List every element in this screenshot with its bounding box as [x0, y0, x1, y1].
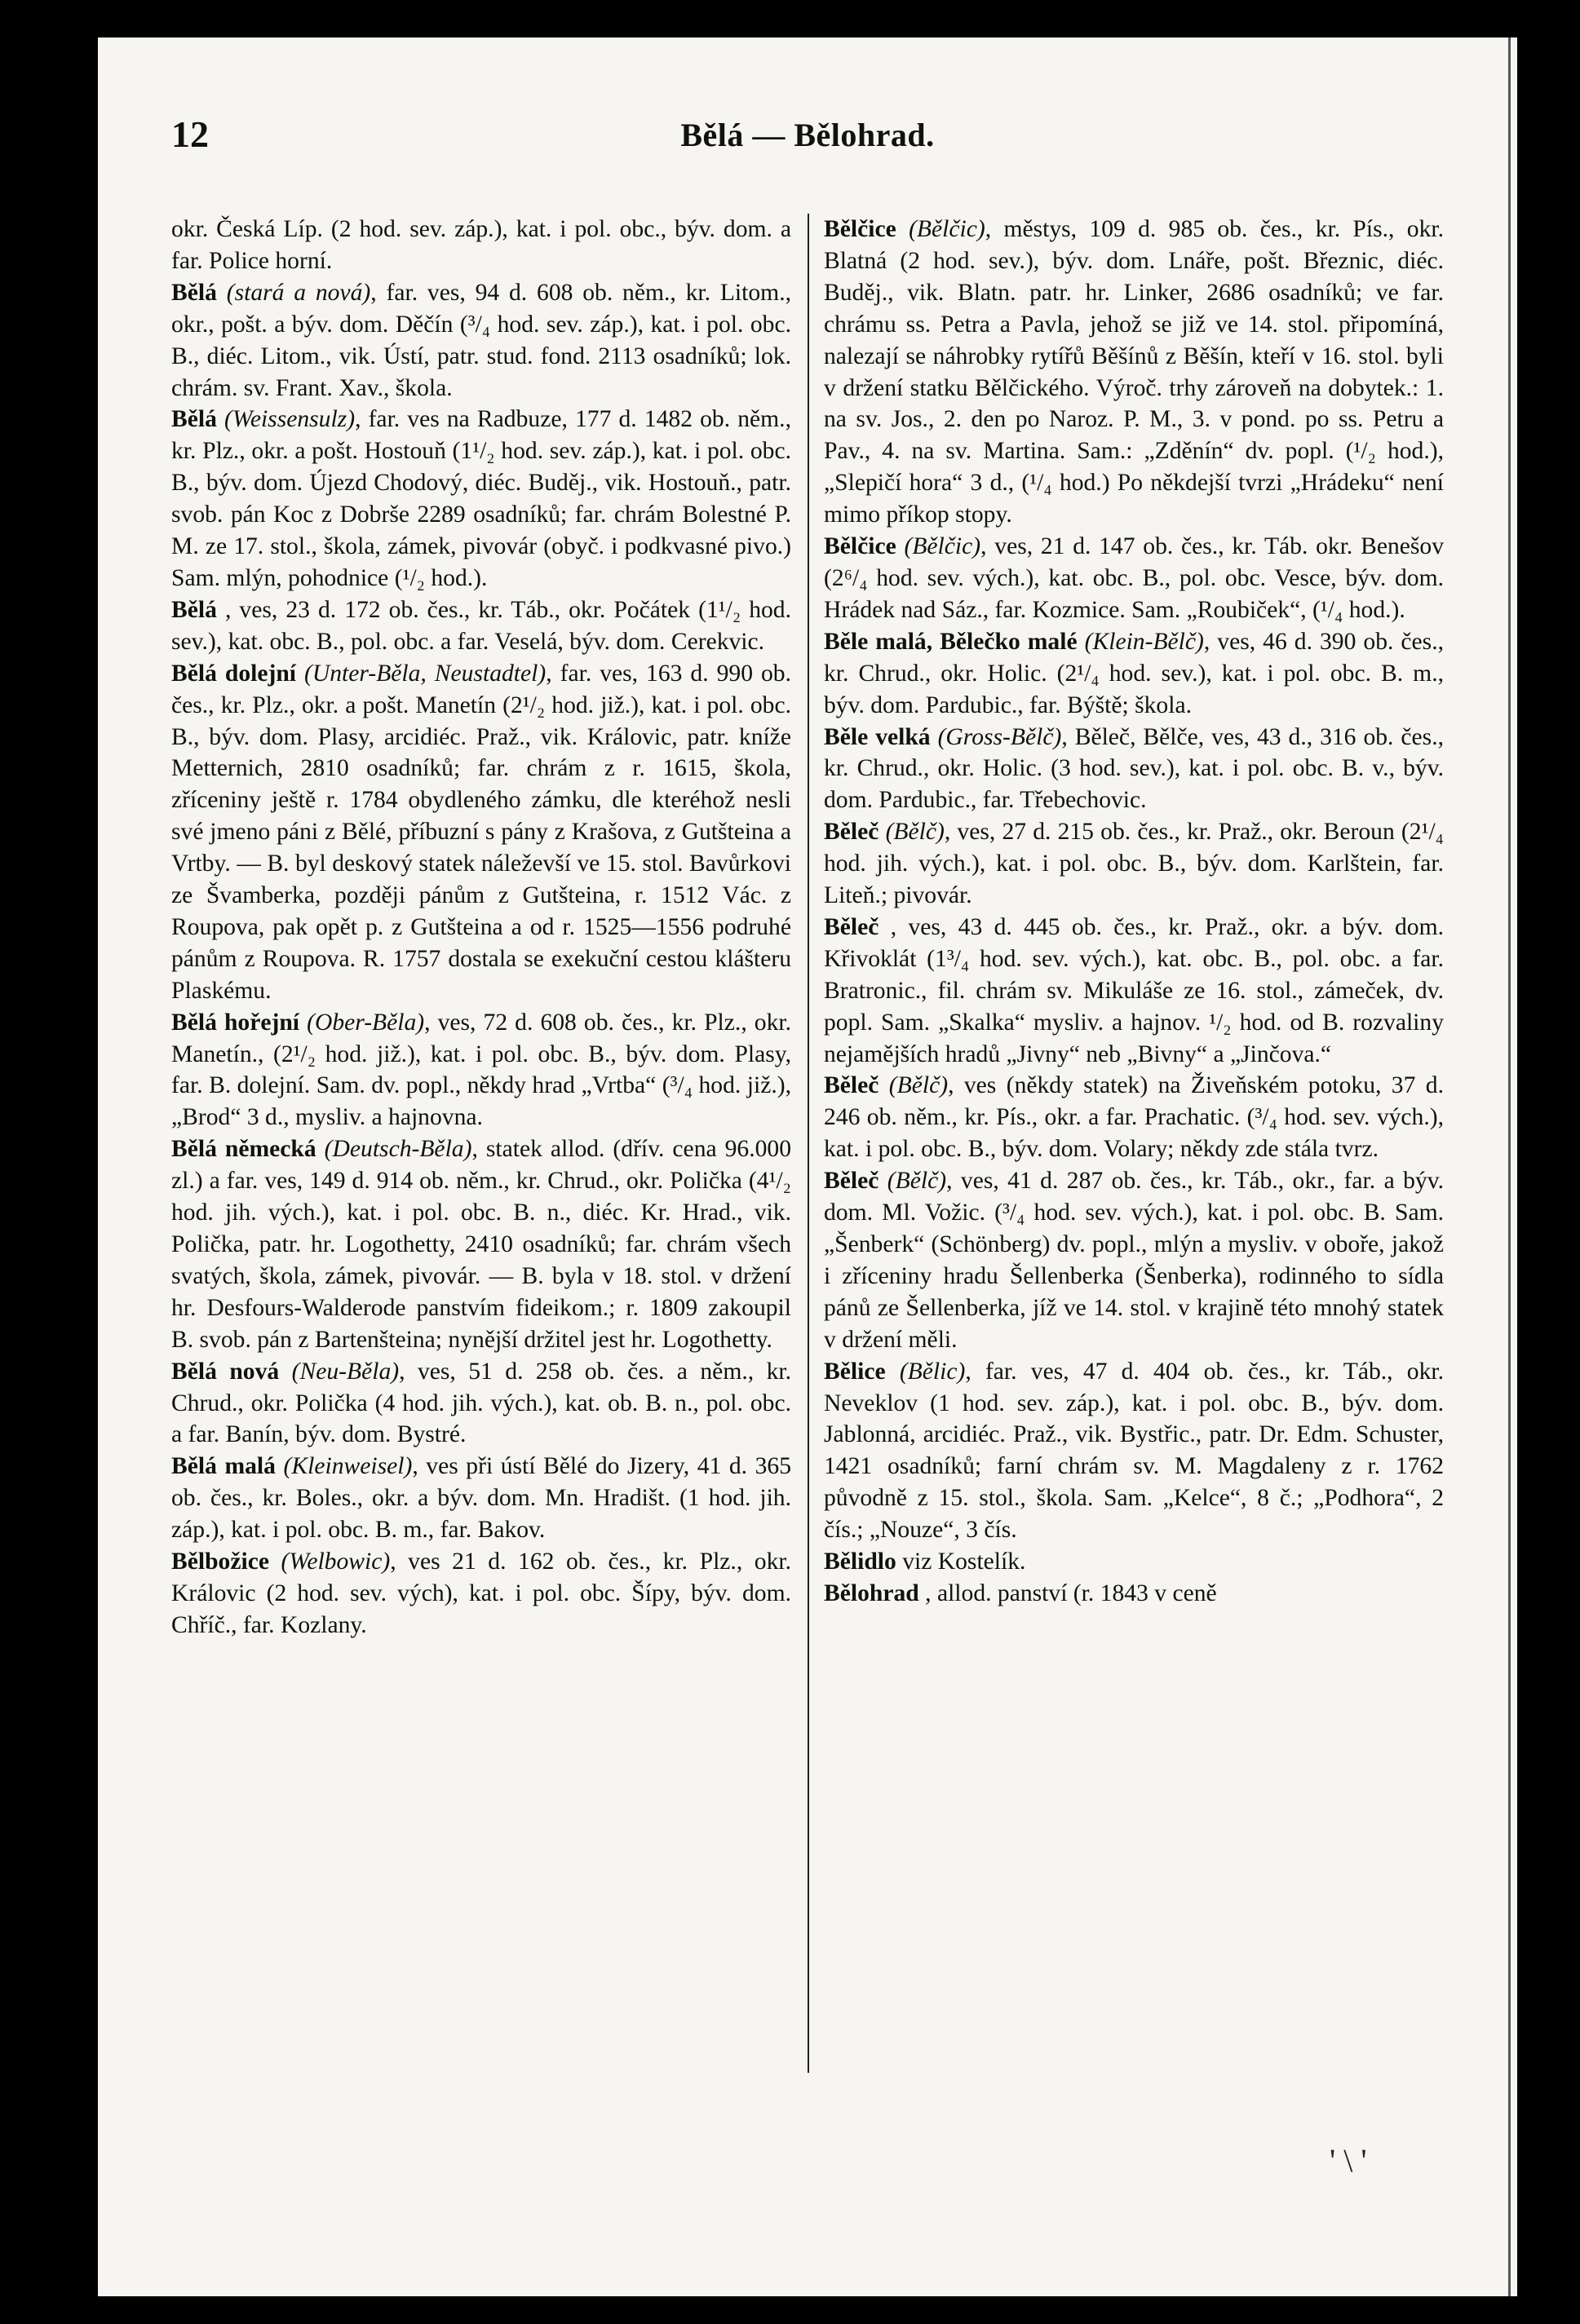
entry-text: , ves, 41 d. 287 ob. čes., kr. Táb., okr., far. a býv. dom. Ml. Vožic. (³/₄ hod. sev. vých.), kat. i pol. obc. B. Sam. „Šenberk“ (Schönberg) dv. popl., mlýn a mysliv. v oboře, jakož i zříceniny hradu Šellenberka (Šenberka), rodinného to sídla pánů ze Šellenberka, jíž ve 14. stol. v krajině této mnohý statek v držení měli. [824, 1168, 1444, 1353]
entry-alt-name: (Welbowic) [281, 1549, 391, 1575]
entry-headword: Bělidlo [824, 1549, 896, 1575]
running-title: Bělá — Bělohrad. [680, 117, 935, 153]
gazetteer-entry [171, 277, 791, 404]
entry-text: , far. ves, 47 d. 404 ob. čes., kr. Táb., okr. Neveklov (1 hod. sev. záp.), kat. i pol. obc. B., býv. dom. Jablonná, arcidiéc. Praž., vik. Bystřic., patr. Dr. Edm. Schuster, 1421 osadníků; farní chrám sv. M. Magdaleny z r. 1762 původně z 15. stol., škola. Sam. „Kelce“, 8 č.; „Podhora“, 2 čís.; „Nouze“, 3 čís. [824, 1358, 1444, 1544]
entry-headword: Bělohrad [824, 1580, 919, 1606]
gazetteer-entry [824, 912, 1444, 1071]
entry-headword: Běleč [824, 1072, 879, 1099]
gazetteer-entry [171, 1133, 791, 1355]
entry-text: , ves, 27 d. 215 ob. čes., kr. Praž., okr. Beroun (2¹/₄ hod. jih. vých.), kat. i pol. obc. B., býv. dom. Karlštein, far. Liteň.; pivovár. [824, 819, 1444, 909]
entry-alt-name: (Bělč) [888, 1072, 949, 1099]
entry-headword: Běle velká [824, 723, 931, 750]
scanned-page [98, 38, 1517, 2296]
gazetteer-entry [171, 594, 791, 658]
entry-alt-name: (Klein-Bělč) [1084, 628, 1204, 655]
gazetteer-entry [171, 658, 791, 1007]
gazetteer-entry [824, 1070, 1444, 1165]
gazetteer-entry [824, 626, 1444, 722]
entry-text: , far. ves, 94 d. 608 ob. něm., kr. Litom., okr., pošt. a býv. dom. Děčín (³/₄ hod. sev. záp.), kat. i pol. obc. B., diéc. Litom., vik. Ústí, patr. stud. fond. 2113 osadníků; lok. chrám. sv. Frant. Xav., škola. [171, 279, 791, 401]
entry-alt-name: (Deutsch-Běla) [324, 1136, 472, 1163]
gazetteer-entry [171, 1451, 791, 1546]
entry-headword: Bělá malá [171, 1453, 276, 1480]
gazetteer-entry [824, 1578, 1444, 1610]
margin-marks: ' \ ' [1330, 2142, 1367, 2179]
left-column [171, 214, 791, 2130]
entry-headword: Běle malá, Bělečko malé [824, 628, 1078, 655]
entry-text: , ves, 72 d. 608 ob. čes., kr. Plz., okr. Manetín., (2¹/₂ hod. již.), kat. i pol. obc. B., býv. dom. Plasy, far. B. dolejní. Sam. dv. popl., někdy hrad „Vrtba“ (³/₄ hod. již.), „Brod“ 3 d., mysliv. a hajnovna. [171, 1009, 791, 1131]
entry-alt-name: (Weissensulz) [224, 406, 356, 433]
gazetteer-entry [171, 214, 791, 277]
page-edge-line [1508, 38, 1511, 2296]
column-divider [808, 214, 809, 2073]
gazetteer-entry [824, 214, 1444, 531]
entry-headword: Bělice [824, 1358, 886, 1385]
entry-headword: Běleč [824, 913, 879, 940]
entry-headword: Běleč [824, 819, 879, 846]
entry-text: , far. ves, 163 d. 990 ob. čes., kr. Plz., okr. a pošt. Manetín (2¹/₂ hod. již.), kat. i pol. obc. B., býv. dom. Plasy, arcidiéc. Praž., vik. Královic, patr. kníže Metternich, 2810 osadníků; far. chrám z r. 1615, škola, zříceniny ještě r. 1784 obydleného zámku, dle kteréhož nesli své jmeno páni z Bělé, příbuzní s pány z Krašova, z Gutšteina a Vrtby. — B. byl deskový statek náleževší ve 15. stol. Bavůrkovi ze Švamberka, později pánům z Gutšteina, r. 1512 Vác. z Roupova, pak opět p. z Gutšteina a od r. 1525—1556 podruhé pánům z Roupova. R. 1757 dostala se exekuční cestou klášteru Plaskému. [171, 660, 791, 1004]
gazetteer-entry [824, 722, 1444, 817]
entry-alt-name: (Bělč) [887, 1168, 947, 1195]
entry-alt-name: (Bělic) [899, 1358, 966, 1385]
gazetteer-entry [824, 1165, 1444, 1355]
entry-text: okr. Česká Líp. (2 hod. sev. záp.), kat. i pol. obc., býv. dom. a far. Police horní. [171, 216, 791, 274]
entry-text: viz Kostelík. [902, 1549, 1026, 1575]
entry-alt-name: (stará a nová) [226, 279, 371, 306]
entry-alt-name: (Kleinweisel) [283, 1453, 413, 1480]
entry-headword: Bělbožice [171, 1549, 269, 1575]
entry-alt-name: (Bělč) [885, 819, 945, 846]
entry-alt-name: (Bělčic) [909, 216, 985, 242]
page-number: 12 [171, 113, 209, 155]
gazetteer-entry [171, 1356, 791, 1451]
entry-alt-name: (Ober-Běla) [307, 1009, 425, 1036]
gazetteer-entry [824, 1546, 1444, 1578]
entry-text: , ves, 23 d. 172 ob. čes., kr. Táb., okr. Počátek (1¹/₂ hod. sev.), kat. obc. B., pol. obc. a far. Veselá, býv. dom. Cerekvic. [171, 596, 791, 655]
gazetteer-entry [171, 1007, 791, 1134]
entry-headword: Bělá německá [171, 1136, 316, 1163]
entry-alt-name: (Gross-Bělč) [937, 723, 1062, 750]
entry-headword: Bělá [171, 596, 217, 623]
gazetteer-entry [171, 1546, 791, 1641]
entry-text: , ves, 51 d. 258 ob. čes. a něm., kr. Chrud., okr. Polička (4 hod. jih. vých.), kat. ob. B. n., pol. obc. a far. Banín, býv. dom. Bystré. [171, 1358, 791, 1448]
entry-text: , ves 21 d. 162 ob. čes., kr. Plz., okr. Královic (2 hod. sev. vých), kat. i pol. obc. Šípy, býv. dom. Chříč., far. Kozlany. [171, 1549, 791, 1638]
entry-text: , ves, 43 d. 445 ob. čes., kr. Praž., okr. a býv. dom. Křivoklát (1³/₄ hod. sev. vých.), kat. obc. B., pol. obc. a far. Bratronic., fil. chrám sv. Mikuláše ze 16. stol., zámeček, dv. popl. Sam. „Skalka“ mysliv. a hajnov. ¹/₂ hod. od B. rozvaliny nejamějších hradů „Jivny“ neb „Bivny“ a „Jinčova.“ [824, 913, 1444, 1067]
page-header [171, 113, 1444, 170]
entry-text: , far. ves na Radbuze, 177 d. 1482 ob. něm., kr. Plz., okr. a pošt. Hostouň (1¹/₂ hod. sev. záp.), kat. i pol. obc. B., býv. dom. Újezd Chodový, diéc. Buděj., vik. Hostouň., patr. svob. pán Koc z Dobrše 2289 osadníků; far. chrám Bolestné P. M. ze 17. stol., škola, zámek, pivovár (obyč. i podkvasné pivo.) Sam. mlýn, pohodnice (¹/₂ hod.). [171, 406, 791, 591]
entry-headword: Bělčice [824, 216, 896, 242]
entry-text: , statek allod. (dřív. cena 96.000 zl.) a far. ves, 149 d. 914 ob. něm., kr. Chrud., okr. Polička (4¹/₂ hod. jih. vých.), kat. i pol. obc. B. n., diéc. Kr. Hrad., vik. Polička, patr. hr. Logothetty, 2410 osadníků; far. chrám všech svatých, škola, zámek, pivovár. — B. byla v 18. stol. v držení hr. Desfours-Walderode panstvím fideikom.; r. 1809 zakoupil B. svob. pán z Bartenšteina; nynější držitel jest hr. Logothetty. [171, 1136, 791, 1353]
entry-headword: Bělá dolejní [171, 660, 297, 687]
gazetteer-entry [824, 1356, 1444, 1546]
entry-text: , ves při ústí Bělé do Jizery, 41 d. 365 ob. čes., kr. Boles., okr. a býv. dom. Mn. Hradišt. (1 hod. jih. záp.), kat. i pol. obc. B. m., far. Bakov. [171, 1453, 791, 1544]
entry-headword: Běleč [824, 1168, 879, 1195]
entry-text: , ves, 46 d. 390 ob. čes., kr. Chrud., okr. Holic. (2¹/₄ hod. sev.), kat. i pol. obc. B. m., býv. dom. Pardubic., far. Býště; škola. [824, 628, 1444, 718]
entry-text: , allod. panství (r. 1843 v ceně [925, 1580, 1217, 1606]
entry-text: , ves, 21 d. 147 ob. čes., kr. Táb. okr. Benešov (2⁶/₄ hod. sev. vých.), kat. obc. B., pol. obc. Vesce, býv. dom. Hrádek nad Sáz., far. Kozmice. Sam. „Roubiček“, (¹/₄ hod.). [824, 533, 1444, 623]
entry-headword: Bělá hořejní [171, 1009, 300, 1036]
entry-headword: Bělá nová [171, 1358, 280, 1385]
entry-headword: Bělčice [824, 533, 896, 560]
entry-alt-name: (Bělčic) [904, 533, 981, 560]
entry-headword: Bělá [171, 406, 217, 433]
entry-text: , Běleč, Bělče, ves, 43 d., 316 ob. čes., kr. Chrud., okr. Holic. (3 hod. sev.), kat. i pol. obc. B. v., býv. dom. Pardubic., far. Třebechovic. [824, 723, 1444, 814]
entry-alt-name: (Unter-Běla, Neustadtel) [304, 660, 547, 687]
gazetteer-entry [824, 531, 1444, 626]
entry-text: , ves (někdy statek) na Živeňském potoku, 37 d. 246 ob. něm., kr. Pís., okr. a far. Prachatic. (³/₄ hod. sev. vých.), kat. i pol. obc. B., býv. dom. Volary; někdy zde stála tvrz. [824, 1072, 1444, 1163]
entry-text: , městys, 109 d. 985 ob. čes., kr. Pís., okr. Blatná (2 hod. sev.), býv. dom. Lnáře, pošt. Březnic, diéc. Buděj., vik. Blatn. patr. hr. Linker, 2686 osadníků; ve far. chrámu ss. Petra a Pavla, jehož se již ve 14. stol. připomíná, nalezají se náhrobky rytířů Běšínů z Běšín, kteří v 16. stol. byli v držení statku Bělčického. Výroč. trhy zároveň na dobytek.: 1. na sv. Jos., 2. den po Naroz. P. M., 3. v pond. po ss. Petru a Pav., 4. na sv. Martina. Sam.: „Zděnín“ dv. popl. (¹/₂ hod.), „Slepičí hora“ 3 d., (¹/₄ hod.) Po někdejší tvrzi „Hrádeku“ není mimo příkop stopy. [824, 216, 1444, 528]
gazetteer-entry [824, 816, 1444, 912]
right-column [824, 214, 1444, 2130]
gazetteer-entry [171, 404, 791, 594]
entry-alt-name: (Neu-Běla) [291, 1358, 400, 1385]
two-column-body [171, 214, 1444, 2130]
entry-headword: Bělá [171, 279, 217, 306]
